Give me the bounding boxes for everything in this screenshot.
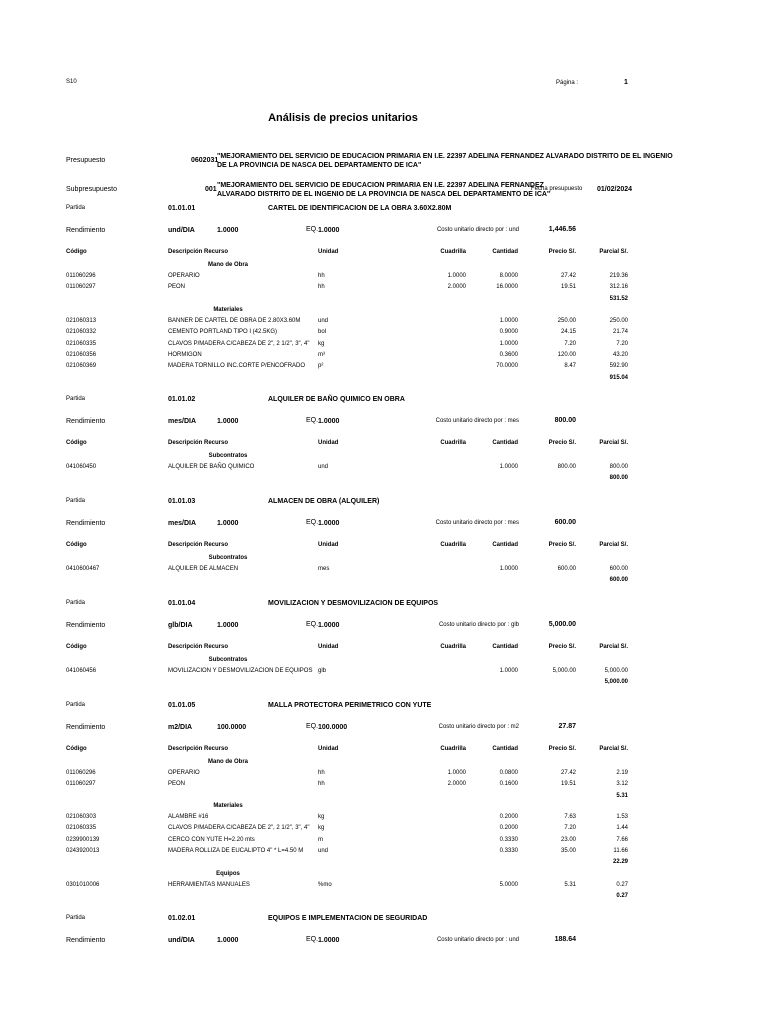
- resource-description: CEMENTO PORTLAND TIPO I (42.5KG): [168, 329, 278, 336]
- resource-code: 0301010006: [66, 882, 100, 888]
- resource-code: 021060313: [66, 318, 97, 324]
- column-descripcion: Descripción Recurso: [168, 542, 229, 548]
- rendimiento-unit: m2/DIA: [168, 724, 193, 731]
- resource-unit: kg: [318, 825, 325, 832]
- resource-group-name: Subcontratos: [208, 657, 248, 663]
- rendimiento-label: Rendimiento: [66, 724, 106, 731]
- partida-code: 01.02.01: [168, 915, 196, 922]
- resource-unit: m: [318, 836, 323, 843]
- subpresupuesto-label: Subpresupuesto: [66, 186, 117, 193]
- resource-group-total: 600.00: [609, 577, 628, 584]
- resource-parcial: 800.00: [609, 464, 628, 470]
- column-descripcion: Descripción Recurso: [168, 249, 229, 255]
- resource-parcial: 600.00: [609, 566, 628, 572]
- column-parcial: Parcial S/.: [599, 644, 628, 650]
- partida-name: CARTEL DE IDENTIFICACION DE LA OBRA 3.60X2.80M: [268, 205, 452, 212]
- resource-precio: 8.47: [564, 363, 576, 370]
- resource-cuadrilla: 2.0000: [447, 284, 466, 291]
- eq-value: 1.0000: [318, 937, 340, 944]
- rendimiento-label: Rendimiento: [66, 418, 106, 425]
- resource-precio: 27.42: [560, 273, 576, 279]
- rendimiento-unit: glb/DIA: [168, 622, 193, 629]
- column-cantidad: Cantidad: [492, 440, 518, 446]
- costo-unitario-label: Costo unitario directo por : mes: [435, 418, 519, 424]
- resource-group-total: 5,000.00: [604, 679, 628, 686]
- costo-unitario-value: 27.87: [558, 723, 576, 730]
- resource-group-name: Subcontratos: [208, 555, 248, 561]
- partida-code: 01.01.02: [168, 396, 196, 403]
- rendimiento-unit: mes/DIA: [168, 418, 197, 425]
- resource-precio: 23.00: [560, 836, 576, 843]
- resource-precio: 35.00: [560, 847, 576, 854]
- presupuesto-code: 0602031: [191, 157, 219, 164]
- resource-cantidad: 0.2000: [499, 825, 518, 832]
- column-cuadrilla: Cuadrilla: [440, 746, 466, 752]
- resource-unit: kg: [318, 814, 325, 820]
- costo-unitario-label: Costo unitario directo por : glb: [438, 622, 519, 628]
- eq-label: EQ.: [306, 936, 319, 943]
- column-cantidad: Cantidad: [492, 542, 518, 548]
- resource-description: CLAVOS P/MADERA C/CABEZA DE 2", 2 1/2", 3", 4": [168, 825, 310, 832]
- resource-group-name: Subcontratos: [208, 453, 248, 459]
- partida-code: 01.01.01: [168, 205, 196, 212]
- resource-description: OPERARIO: [168, 770, 200, 776]
- costo-unitario-value: 800.00: [554, 417, 576, 424]
- column-parcial: Parcial S/.: [599, 440, 628, 446]
- resource-cantidad: 0.2000: [499, 814, 518, 820]
- resource-precio: 600.00: [557, 566, 576, 572]
- rendimiento-label: Rendimiento: [66, 937, 106, 944]
- resource-code: 021060356: [66, 351, 97, 358]
- resource-code: 021060335: [66, 340, 97, 347]
- resource-precio: 7.63: [564, 814, 576, 820]
- costo-unitario-value: 188.64: [554, 936, 576, 943]
- resource-code: 011060296: [66, 770, 96, 776]
- rendimiento-value: 1.0000: [217, 227, 239, 234]
- column-unidad: Unidad: [318, 644, 339, 650]
- costo-unitario-value: 1,446.56: [548, 226, 576, 233]
- resource-precio: 7.20: [564, 340, 576, 347]
- resource-precio: 800.00: [557, 464, 576, 470]
- resource-code: 021060369: [66, 363, 97, 370]
- resource-parcial: 5,000.00: [604, 668, 628, 674]
- resource-description: PEON: [168, 781, 186, 788]
- rendimiento-unit: mes/DIA: [168, 520, 197, 527]
- column-unidad: Unidad: [318, 440, 339, 446]
- eq-label: EQ.: [306, 417, 319, 424]
- costo-unitario-value: 600.00: [554, 519, 576, 526]
- resource-unit: hh: [318, 781, 325, 788]
- resource-group-name: Materiales: [213, 307, 243, 313]
- resource-cantidad: 5.0000: [499, 882, 518, 888]
- column-parcial: Parcial S/.: [599, 746, 628, 752]
- resource-parcial: 21.74: [612, 329, 628, 336]
- partida-name: ALMACEN DE OBRA (ALQUILER): [268, 498, 380, 505]
- resource-cantidad: 1.0000: [499, 340, 518, 347]
- resource-group-total: 915.04: [609, 374, 628, 381]
- column-parcial: Parcial S/.: [599, 542, 628, 548]
- partida-label: Partida: [66, 915, 86, 921]
- resource-description: BANNER DE CARTEL DE OBRA DE 2.80X3.60M: [168, 318, 301, 324]
- resource-precio: 5,000.00: [552, 668, 576, 674]
- partida-label: Partida: [66, 702, 86, 708]
- eq-value: 100.0000: [318, 724, 348, 731]
- resource-cantidad: 1.0000: [499, 318, 518, 324]
- column-precio: Precio S/.: [548, 440, 576, 446]
- resource-precio: 27.42: [560, 770, 576, 776]
- resource-unit: mes: [318, 566, 330, 572]
- resource-code: 0243920013: [66, 847, 100, 854]
- resource-cantidad: 70.0000: [496, 363, 518, 370]
- resource-description: CLAVOS P/MADERA C/CABEZA DE 2", 2 1/2", 3", 4": [168, 340, 310, 347]
- resource-group-total: 22.29: [612, 859, 628, 866]
- resource-description: ALAMBRE #16: [168, 814, 209, 820]
- column-cuadrilla: Cuadrilla: [440, 440, 466, 446]
- rendimiento-label: Rendimiento: [66, 520, 106, 527]
- column-descripcion: Descripción Recurso: [168, 440, 229, 446]
- software-code: S10: [66, 79, 77, 85]
- column-cuadrilla: Cuadrilla: [440, 249, 466, 255]
- resource-code: 0239900139: [66, 836, 100, 843]
- rendimiento-unit: und/DIA: [168, 227, 195, 234]
- column-codigo: Código: [66, 249, 87, 255]
- resource-parcial: 7.20: [616, 340, 628, 347]
- resource-precio: 250.00: [557, 318, 576, 324]
- subpresupuesto-code: 001: [205, 186, 217, 193]
- costo-unitario-label: Costo unitario directo por : und: [436, 937, 519, 943]
- costo-unitario-label: Costo unitario directo por : und: [436, 227, 519, 233]
- column-parcial: Parcial S/.: [599, 249, 628, 255]
- fecha-presupuesto-label: Fecha presupuesto: [531, 186, 583, 192]
- eq-label: EQ.: [306, 519, 319, 526]
- resource-unit: und: [318, 464, 329, 470]
- partida-label: Partida: [66, 205, 86, 211]
- resource-precio: 24.15: [560, 329, 576, 336]
- resource-unit: hh: [318, 273, 325, 279]
- resource-cantidad: 0.0800: [499, 770, 518, 776]
- resource-precio: 120.00: [557, 351, 576, 358]
- resource-code: 041060456: [66, 668, 97, 674]
- column-unidad: Unidad: [318, 249, 339, 255]
- resource-description: CERCO CON YUTE H=2.20 mts: [168, 836, 255, 843]
- column-precio: Precio S/.: [548, 249, 576, 255]
- resource-group-total: 531.52: [609, 295, 628, 302]
- resource-description: HERRAMIENTAS MANUALES: [168, 882, 250, 888]
- resource-group-name: Materiales: [213, 803, 243, 809]
- column-unidad: Unidad: [318, 542, 339, 548]
- resource-cantidad: 0.9000: [499, 329, 518, 336]
- page-title: Análisis de precios unitarios: [268, 112, 418, 124]
- resource-description: MADERA TORNILLO INC.CORTE P/ENCOFRADO: [168, 363, 306, 370]
- resource-cantidad: 0.3330: [499, 836, 518, 843]
- resource-code: 011060296: [66, 273, 96, 279]
- presupuesto-name-line2: DE LA PROVINCIA DE NASCA DEL DEPARTAMENTO DE ICA": [217, 162, 422, 169]
- resource-description: ALQUILER DE BAÑO QUIMICO: [168, 464, 255, 470]
- partida-name: MALLA PROTECTORA PERIMETRICO CON YUTE: [268, 702, 432, 709]
- column-unidad: Unidad: [318, 746, 339, 752]
- resource-description: ALQUILER DE ALMACEN: [168, 566, 239, 572]
- resource-unit: kg: [318, 340, 325, 347]
- resource-cantidad: 1.0000: [499, 566, 518, 572]
- resource-cuadrilla: 1.0000: [447, 770, 466, 776]
- resource-description: MOVILIZACION Y DESMOVILIZACION DE EQUIPOS: [168, 668, 313, 674]
- resource-unit: p²: [318, 363, 324, 370]
- resource-group-name: Mano de Obra: [207, 759, 248, 765]
- resource-precio: 19.51: [560, 284, 576, 291]
- resource-cantidad: 16.0000: [496, 284, 518, 291]
- rendimiento-label: Rendimiento: [66, 622, 106, 629]
- partida-code: 01.01.05: [168, 702, 196, 709]
- column-cuadrilla: Cuadrilla: [440, 542, 466, 548]
- presupuesto-name-line1: "MEJORAMIENTO DEL SERVICIO DE EDUCACION PRIMARIA EN I.E. 22397 ADELINA FERNANDEZ ALVARADO DISTRITO DE EL INGENIO: [217, 153, 673, 160]
- eq-value: 1.0000: [318, 520, 340, 527]
- resource-cantidad: 1.0000: [499, 668, 518, 674]
- resource-parcial: 2.19: [616, 770, 628, 776]
- presupuesto-label: Presupuesto: [66, 157, 106, 164]
- resource-parcial: 250.00: [609, 318, 628, 324]
- resource-parcial: 0.27: [616, 882, 628, 888]
- resource-description: HORMIGON: [168, 351, 202, 358]
- resource-cuadrilla: 2.0000: [447, 781, 466, 788]
- eq-label: EQ.: [306, 226, 319, 233]
- resource-group-name: Equipos: [216, 871, 240, 877]
- resource-parcial: 11.66: [613, 847, 628, 854]
- resource-group-total: 5.31: [616, 792, 628, 799]
- resource-parcial: 1.44: [616, 825, 628, 832]
- column-cuadrilla: Cuadrilla: [440, 644, 466, 650]
- resource-code: 011060297: [66, 284, 96, 291]
- column-precio: Precio S/.: [548, 644, 576, 650]
- partida-label: Partida: [66, 498, 86, 504]
- eq-label: EQ.: [306, 621, 319, 628]
- resource-code: 021060332: [66, 329, 97, 336]
- subpresupuesto-name-line1: "MEJORAMIENTO DEL SERVICIO DE EDUCACION PRIMARIA EN I.E. 22397 ADELINA FERNANDEZ: [217, 182, 544, 189]
- column-cantidad: Cantidad: [492, 644, 518, 650]
- resource-precio: 19.51: [560, 781, 576, 788]
- resource-unit: glb: [318, 668, 327, 674]
- rendimiento-value: 1.0000: [217, 520, 239, 527]
- resource-code: 011060297: [66, 781, 96, 788]
- resource-group-total: 0.27: [616, 893, 628, 900]
- rendimiento-unit: und/DIA: [168, 937, 195, 944]
- resource-unit: bol: [318, 329, 327, 336]
- resource-cantidad: 8.0000: [499, 273, 518, 279]
- rendimiento-value: 1.0000: [217, 622, 239, 629]
- resource-description: OPERARIO: [168, 273, 200, 279]
- costo-unitario-label: Costo unitario directo por : mes: [435, 520, 519, 526]
- column-codigo: Código: [66, 440, 87, 446]
- resource-code: 041060450: [66, 464, 97, 470]
- partida-label: Partida: [66, 600, 86, 606]
- column-cantidad: Cantidad: [492, 249, 518, 255]
- rendimiento-value: 1.0000: [217, 418, 239, 425]
- page-number: 1: [624, 79, 628, 86]
- resource-cantidad: 0.1600: [499, 781, 518, 788]
- fecha-presupuesto: 01/02/2024: [597, 186, 633, 193]
- resource-cantidad: 0.3600: [499, 351, 518, 358]
- resource-description: MADERA ROLLIZA DE EUCALIPTO 4" * L=4.50 M: [168, 847, 304, 854]
- rendimiento-value: 1.0000: [217, 937, 239, 944]
- resource-parcial: 7.66: [616, 836, 628, 843]
- resource-cantidad: 0.3330: [499, 847, 518, 854]
- resource-unit: %mo: [318, 882, 332, 888]
- column-descripcion: Descripción Recurso: [168, 746, 229, 752]
- column-codigo: Código: [66, 644, 87, 650]
- eq-value: 1.0000: [318, 418, 340, 425]
- resource-unit: und: [318, 318, 329, 324]
- eq-value: 1.0000: [318, 227, 340, 234]
- costo-unitario-value: 5,000.00: [548, 621, 576, 628]
- resource-parcial: 1.53: [616, 814, 628, 820]
- resource-code: 0410600467: [66, 566, 100, 572]
- resource-unit: hh: [318, 770, 325, 776]
- column-codigo: Código: [66, 542, 87, 548]
- resource-parcial: 312.16: [609, 284, 628, 291]
- resource-parcial: 3.12: [616, 781, 628, 788]
- resource-unit: m³: [318, 351, 325, 358]
- resource-parcial: 592.90: [609, 363, 628, 370]
- resource-code: 021060303: [66, 814, 97, 820]
- column-cantidad: Cantidad: [492, 746, 518, 752]
- rendimiento-value: 100.0000: [217, 724, 247, 731]
- resource-cantidad: 1.0000: [499, 464, 518, 470]
- subpresupuesto-name-line2: ALVARADO DISTRITO DE EL INGENIO DE LA PROVINCIA DE NASCA DEL DEPARTAMENTO DE ICA": [217, 191, 551, 198]
- column-precio: Precio S/.: [548, 746, 576, 752]
- eq-label: EQ.: [306, 723, 319, 730]
- column-precio: Precio S/.: [548, 542, 576, 548]
- resource-code: 021060335: [66, 825, 97, 832]
- partida-label: Partida: [66, 396, 86, 402]
- resource-parcial: 43.20: [612, 351, 628, 358]
- resource-description: PEON: [168, 284, 186, 291]
- page-label: Página :: [556, 80, 579, 86]
- rendimiento-label: Rendimiento: [66, 227, 106, 234]
- resource-parcial: 219.36: [609, 273, 628, 279]
- resource-unit: und: [318, 847, 329, 854]
- resource-group-total: 800.00: [609, 475, 628, 482]
- resource-group-name: Mano de Obra: [207, 262, 248, 268]
- partida-name: MOVILIZACION Y DESMOVILIZACION DE EQUIPOS: [268, 600, 439, 607]
- resource-cuadrilla: 1.0000: [447, 273, 466, 279]
- resource-unit: hh: [318, 284, 325, 291]
- column-descripcion: Descripción Recurso: [168, 644, 229, 650]
- resource-precio: 5.31: [564, 882, 576, 888]
- eq-value: 1.0000: [318, 622, 340, 629]
- partida-code: 01.01.04: [168, 600, 196, 607]
- column-codigo: Código: [66, 746, 87, 752]
- resource-precio: 7.20: [564, 825, 576, 832]
- partida-code: 01.01.03: [168, 498, 196, 505]
- costo-unitario-label: Costo unitario directo por : m2: [438, 724, 519, 730]
- partida-name: ALQUILER DE BAÑO QUIMICO EN OBRA: [268, 396, 405, 403]
- partida-name: EQUIPOS E IMPLEMENTACION DE SEGURIDAD: [268, 915, 428, 922]
